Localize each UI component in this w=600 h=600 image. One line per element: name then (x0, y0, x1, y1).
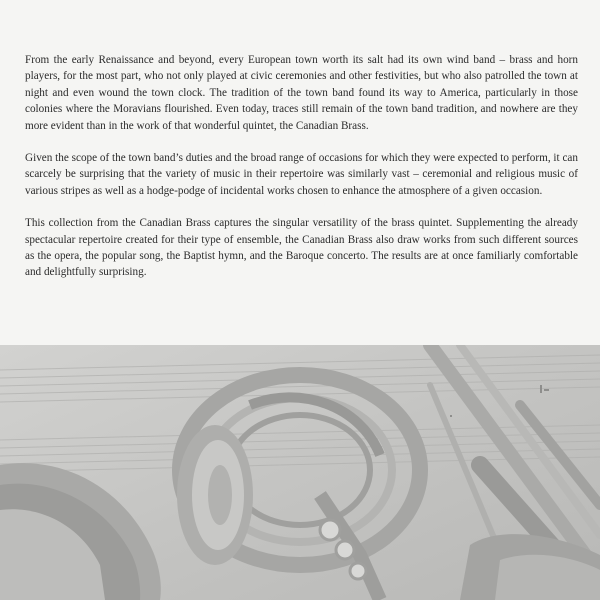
horn-bell (177, 425, 253, 565)
instruments-photo (0, 345, 600, 600)
instruments-illustration (0, 345, 600, 600)
paragraph-3: This collection from the Canadian Brass captures the singular versatility of the brass quintet. Supplementing the already spectacular repertoire created for their type of ensemble, the Canadian Brass also draw works from such different sources as the opera, the popular song, the Baptist hymn, and the Baroque concerto. The results are at once familiarly comfortable and delightfully surprising. (25, 217, 578, 279)
liner-notes (25, 52, 578, 297)
paragraph-2: Given the scope of the town band’s duties and the broad range of occasions for which they were expected to perform, it can scarcely be surprising that the variety of music in their repertoire was similarly vast – ceremonial and religious music of various stripes as well as a hodge-podge of incidental works chosen to enhance the atmosphere of a given occasion. (25, 152, 578, 197)
paragraph-1: From the early Renaissance and beyond, every European town worth its salt had its own wind band – brass and horn players, for the most part, who not only played at civic ceremonies and other festivities, but who also patrolled the town at night and even wound the town clock. The tradition of the town band found its way to America, particularly in those colonies where the Moravians flourished. Even today, traces still remain of the town band tradition, and nowhere are they more evident than in the work of that wonderful quintet, the Canadian Brass. (25, 54, 578, 132)
